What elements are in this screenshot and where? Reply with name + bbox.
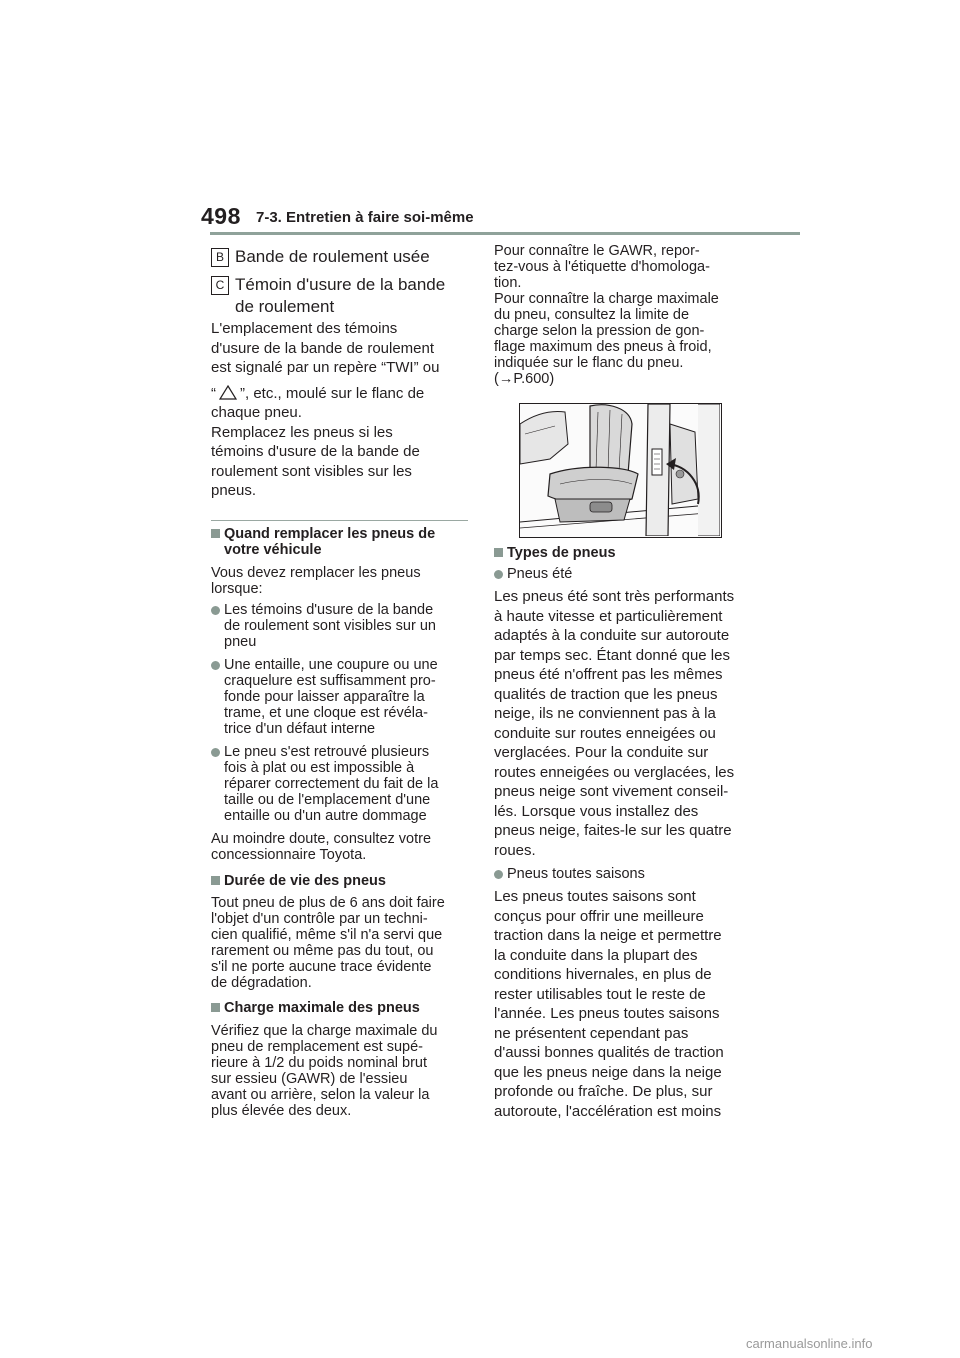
text-line: traction dans la neige et permettre — [494, 927, 722, 944]
text-line: verglacées. Pour la conduite sur — [494, 744, 709, 761]
text-line: rieure à 1/2 du poids nominal brut — [211, 1055, 428, 1071]
text-line: Vous devez remplacer les pneus — [211, 565, 421, 581]
text-line: charge selon la pression de gon- — [494, 323, 705, 339]
triangle-mark-icon — [219, 385, 237, 400]
text-line: s'il ne porte aucune trace évidente — [211, 959, 432, 975]
text-line: entaille ou d'un autre dommage — [224, 808, 427, 824]
text-line: conçus pour offrir une meilleure — [494, 907, 704, 925]
text-line: Les pneus toutes saisons sont — [494, 888, 696, 905]
round-bullet-icon — [211, 748, 220, 757]
text-line: cien qualifié, même s'il n'a servi que — [211, 927, 443, 943]
all-season-paragraph — [494, 887, 724, 1121]
square-bullet-icon — [494, 548, 503, 557]
heading-lifetime — [211, 873, 386, 889]
text-line: à haute vitesse et particulièrement — [494, 607, 723, 625]
text-line: Au moindre doute, consultez votre — [211, 831, 432, 847]
round-bullet-icon — [211, 606, 220, 615]
twi-paragraph — [211, 319, 439, 501]
list-item-all-season — [494, 866, 645, 882]
text-line: d'aussi bonnes qualités de traction — [494, 1044, 724, 1061]
text-line: Les témoins d'usure de la bande — [224, 602, 434, 618]
text-line: tion. — [494, 275, 522, 291]
heading-when-replace — [211, 526, 435, 558]
text-line: plus élevée des deux. — [211, 1103, 352, 1119]
text-line: fois à plat ou est impossible à — [224, 760, 415, 776]
label-b — [211, 246, 430, 268]
text-line: conditions hivernales, en plus de — [494, 966, 712, 983]
label-c — [211, 274, 445, 318]
section-title: 7-3. Entretien à faire soi-même — [256, 209, 474, 226]
text-line: pneus été n'offrent pas les mêmes — [494, 666, 723, 683]
text-line: Pour connaître le GAWR, repor- — [494, 243, 700, 259]
illustration-door-pillar-label — [519, 403, 722, 538]
text-line: de dégradation. — [211, 975, 312, 991]
square-bullet-icon — [211, 1003, 220, 1012]
text-line: par temps sec. Étant donné que les — [494, 646, 730, 664]
heading-text: Charge maximale des pneus — [224, 1000, 420, 1016]
text-line: concessionnaire Toyota. — [211, 847, 367, 863]
text-line: routes enneigées ou verglacées, les — [494, 763, 735, 781]
text-line: sur essieu (GAWR) de l'essieu — [211, 1071, 408, 1087]
square-bullet-icon — [211, 876, 220, 885]
header-rule — [210, 232, 800, 235]
text-line: réparer correctement du fait de la — [224, 776, 439, 792]
text-line: taille ou de l'emplacement d'une — [224, 792, 431, 808]
text-line: d'usure de la bande de roulement — [211, 339, 435, 357]
text-line: pneu de remplacement est supé- — [211, 1039, 423, 1055]
text-line: Pour connaître la charge maximale — [494, 291, 719, 307]
text-line: pneu — [224, 634, 257, 650]
text-line: trice d'un défaut interne — [224, 721, 376, 737]
section-divider — [211, 520, 468, 521]
text-line: de roulement sont visibles sur un — [224, 618, 436, 634]
label-c-letter: C — [211, 276, 229, 295]
text-line: conduite sur routes enneigées ou — [494, 724, 716, 742]
list-item — [211, 744, 438, 824]
text-line: craquelure est suffisamment pro- — [224, 673, 436, 689]
text-line: est signalé par un repère “TWI” ou — [211, 359, 440, 376]
round-bullet-icon — [211, 661, 220, 670]
text-line: roulement sont visibles sur les — [211, 462, 412, 480]
summer-paragraph — [494, 587, 734, 860]
text-line: chaque pneu. — [211, 404, 302, 421]
lifetime-paragraph — [211, 895, 445, 991]
label-b-text: Bande de roulement usée — [235, 247, 430, 266]
max-load-paragraph — [211, 1023, 437, 1119]
text-line: profonde ou fraîche. De plus, sur — [494, 1083, 713, 1100]
text-line: rarement ou même pas du tout, ou — [211, 943, 434, 959]
page-number: 498 — [201, 203, 241, 229]
heading-tire-types — [494, 545, 616, 561]
text-line: l'objet d'un contrôle par un techni- — [211, 911, 428, 927]
text-line: Tout pneu de plus de 6 ans doit faire — [211, 895, 445, 911]
text-line: trame, et une cloque est révéla- — [224, 705, 428, 721]
text-line: fonde pour laisser apparaître la — [224, 689, 425, 705]
list-item — [211, 602, 436, 650]
round-bullet-icon — [494, 870, 503, 879]
text-line: pneus neige, faites-le sur les quatre — [494, 822, 732, 839]
bullet-text: Pneus toutes saisons — [507, 866, 645, 882]
text-line: lés. Lorsque vous installez des — [494, 802, 699, 820]
text-line: Vérifiez que la charge maximale du — [211, 1023, 438, 1039]
page-reference-link[interactable]: (→P.600) — [494, 371, 555, 387]
text-line: du pneu, consultez la limite de — [494, 307, 690, 323]
heading-line: votre véhicule — [224, 542, 322, 558]
text-line: indiquée sur le flanc du pneu. — [494, 355, 684, 371]
text-line — [211, 384, 439, 404]
list-item — [211, 657, 438, 737]
text-line: L'emplacement des témoins — [211, 320, 398, 337]
text-line-rest: ”, etc., moulé sur le flanc de — [240, 384, 425, 402]
text-line: la conduite dans la plupart des — [494, 946, 698, 964]
text-line: que les pneus neige dans la neige — [494, 1063, 722, 1081]
text-line: Une entaille, une coupure ou une — [224, 657, 438, 673]
site-watermark: carmanualsonline.info — [746, 1336, 873, 1351]
label-c-line: de roulement — [235, 297, 335, 316]
text-line: pneus. — [211, 482, 257, 499]
quote-open: “ — [211, 384, 216, 402]
heading-max-load — [211, 1000, 420, 1016]
text-line: Le pneu s'est retrouvé plusieurs — [224, 744, 430, 760]
round-bullet-icon — [494, 570, 503, 579]
text-line: l'année. Les pneus toutes saisons — [494, 1005, 720, 1022]
text-line: avant ou arrière, selon la valeur la — [211, 1087, 430, 1103]
label-c-line: Témoin d'usure de la bande — [235, 275, 446, 294]
heading-text: Durée de vie des pneus — [224, 873, 386, 889]
text-line: rester utilisables tout le reste de — [494, 985, 706, 1003]
text-line: flage maximum des pneus à froid, — [494, 339, 712, 355]
text-line: pneus neige sont vivement conseil- — [494, 783, 729, 800]
text-line: ne présentent cependant pas — [494, 1024, 689, 1042]
text-line: tez-vous à l'étiquette d'homologa- — [494, 259, 710, 275]
text-line: témoins d'usure de la bande de — [211, 443, 420, 460]
list-item-summer — [494, 566, 572, 582]
text-line: qualités de traction que les pneus — [494, 685, 718, 703]
closing-paragraph — [211, 831, 431, 863]
square-bullet-icon — [211, 529, 220, 538]
text-line: roues. — [494, 841, 536, 859]
text-line: adaptés à la conduite sur autoroute — [494, 627, 730, 644]
gawr-paragraph — [494, 243, 719, 387]
text-line: Les pneus été sont très performants — [494, 588, 735, 605]
text-line: neige, ils ne conviennent pas à la — [494, 705, 716, 722]
text-line: autoroute, l'accélération est moins — [494, 1102, 722, 1120]
bullet-text: Pneus été — [507, 566, 573, 582]
heading-text: Types de pneus — [507, 545, 616, 561]
text-line: lorsque: — [211, 581, 263, 597]
seat-door-illustration — [520, 404, 720, 536]
heading-line: Quand remplacer les pneus de — [224, 526, 436, 542]
text-line: Remplacez les pneus si les — [211, 423, 393, 441]
intro-paragraph — [211, 565, 421, 597]
label-b-letter: B — [211, 248, 229, 267]
